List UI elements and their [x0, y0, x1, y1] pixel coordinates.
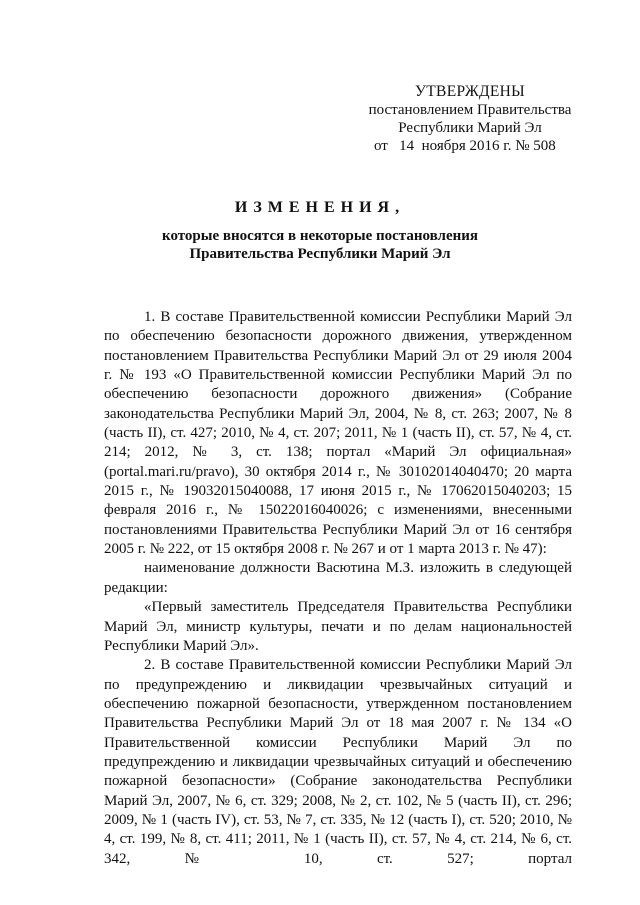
subtitle-line-1: которые вносятся в некоторые постановления — [162, 228, 478, 244]
paragraph-3: «Первый заместитель Председателя Правительства Республики Марий Эл, министр культуры, печати и по делам национальностей Республики Марий Эл». — [104, 599, 572, 654]
document-body — [104, 308, 572, 869]
approval-heading: УТВЕРЖДЕНЫ — [415, 83, 525, 100]
paragraph-4: 2. В составе Правительственной комиссии Республики Марий Эл по предупреждению и ликвидации чрезвычайных ситуаций и обеспечению пожарной безопасности, утвержденном постановлением Правительства Республики Марий Эл от 18 мая 2007 г. № 134 «О Правительственной комиссии Республики Марий Эл по предупреждению и ликвидации чрезвычайных ситуаций и обеспечению пожарной безопасности» (Собрание законодательства Республики Марий Эл, 2007, № 6, ст. 329; 2008, № 2, ст. 102, № 5 (часть II), ст. 296; 2009, № 1 (часть IV), ст. 53, № 7, ст. 335, № 12 (часть I), ст. 520; 2010, № 4, ст. 199, № 8, ст. 411; 2011, № 1 (часть II), ст. 57, № 4, ст. 214, № 6, ст. 342, № 10, ст. 527; портал — [104, 657, 572, 867]
paragraph-2: наименование должности Васютина М.З. изложить в следующей редакции: — [104, 560, 572, 596]
approval-line-resolution: постановлением Правительства — [368, 102, 572, 118]
approval-stamp — [360, 83, 580, 155]
document-title: ИЗМЕНЕНИЯ, — [234, 199, 406, 216]
document-subtitle — [0, 227, 640, 263]
approval-line-republic: Республики Марий Эл — [398, 120, 542, 136]
subtitle-line-2: Правительства Республики Марий Эл — [189, 246, 451, 262]
approval-date: от 14 ноября 2016 г. № 508 — [374, 138, 556, 154]
paragraph-1: 1. В составе Правительственной комиссии Республики Марий Эл по обеспечению безопасности дорожного движения, утвержденном постановлением Правительства Республики Марий Эл от 29 июля 2004 г. № 193 «О Правительственной комиссии Республики Марий Эл по обеспечению безопасности дорожного движения» (Собрание законодательства Республики Марий Эл, 2004, № 8, ст. 263; 2007, № 8 (часть II), ст. 427; 2010, № 4, ст. 207; 2011, № 1 (часть II), ст. 57, № 4, ст. 214; 2012, № 3, ст. 138; портал «Марий Эл официальная» (portal.mari.ru/pravo), 30 октября 2014 г., № 30102014040470; 20 марта 2015 г., № 19032015040088, 17 июня 2015 г., № 17062015040203; 15 февраля 2016 г., № 15022016040026; с изменениями, внесенными постановлениями Правительства Республики Марий Эл от 16 сентября 2005 г. № 222, от 15 октября 2008 г. № 267 и от 1 марта 2013 г. № 47): — [104, 309, 572, 558]
